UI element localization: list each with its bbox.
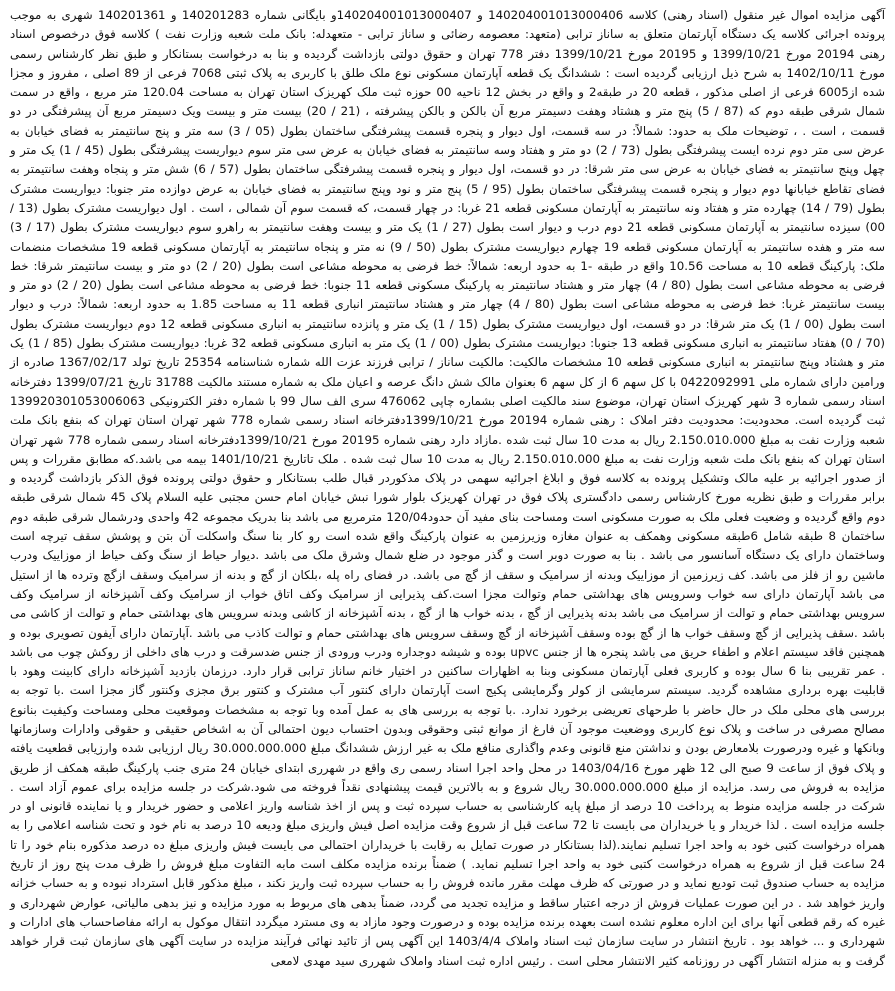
auction-notice-body: آگهی مزایده اموال غیر منقول (اسناد رهنی) کلاسه 140204001013000406 و 140204001013000407و بایگانی شماره 140201283 و 140201361 شهری به موجب پرونده اجرائی کلاسه یک دستگاه آپارتمان متعلق به ساناز ترابی (متعهد: معصومه رضائی و ساناز ترابی - متعهدله: بانک ملت شعبه وزارت نفت ) کلاسه فوق درخصوص اسناد رهنی 20194 مورخ 1399/10/21 و 20195 مورخ 1399/10/21 دفتر 778 تهران و حقوق دولتی بازداشت گردیده و بنا به درخواست بستانکار و طبق نظر کارشناس رسمی مورخ 1402/10/11 به شرح ذیل ارزیابی گردیده است : ششدانگ یک قطعه آپارتمان مسکونی نوع ملک طلق با کاربری به پلاک ثبتی 7068 فرعی از 89 اصلی ، مفروز و مجزا شده از6005 فرعی از اصلی مذکور ، قطعه 20 در طبقه2 و واقع در بخش 12 ناحیه 00 حوزه ثبت ملک کهریزک استان تهران به مساحت 120.04 متر مربع ، واقع در سمت شمال شرقی طبقه دوم که (87 / 5) پنج متر و هشتاد وهفت دسیمتر مربع آن بالکن و بالکن پیشرفته ، (21 / 20) بیست متر و بیست ویک دسیمتر مربع آن پیشرفتگی در دو قسمت ، است . ، توضیحات ملک به حدود: شمالاً: در سه قسمت، اول دیوار و پنجره قسمت پیشرفتگی ساختمان بطول (05 / 3) سه متر و پنج سانتیمتر به فضای خیابان به عرض سی متر دوم نرده ایست پیشرفتگی بطول (73 / 2) دو متر و هفتاد وسه سانتیمتر به فضای خیابان به عرض سی متر سوم دیواریست پیشرفتگی بطول (45 / 1) یک متر و چهل وپنج سانتیمتر به فضای خیابان به عرض سی متر شرقا: در دو قسمت، اول دیوار و پنجره قسمت پیشرفتگی ساختمان بطول (57 / 6) شش متر و پنجاه وهفت سانتیمتر به فضای تقاطع خیابانها دوم دیوار و پنجره قسمت پیشرفتگی ساختمان بطول (95 / 5) پنج متر و نود وپنج سانتیمتر به فضای خیابان به عرض دوازده متر جنوبا: دیواریست مشترک بطول (79 / 14) چهارده متر و هفتاد ونه سانتیمتر به آپارتمان مسکونی قطعه 21 غربا: در چهار قسمت، که قسمت سوم آن شمالی ، است . اول دیواریست مشترک بطول (13 / 00) سیزده سانتیمتر به آپارتمان مسکونی قطعه 21 دوم درب و دیوار است بطول (27 / 1) یک متر و بیست وهفت سانتیمتر به راهرو سوم دیواریست مشترک بطول (17 / 3) سه متر و هفده سانتیمتر به آپارتمان مسکونی قطعه 19 چهارم دیواریست مشترک بطول (50 / 9) نه متر و پنجاه سانتیمتر به آپارتمان مسکونی قطعه 19 مشخصات منضمات ملک: پارکینگ قطعه 10 به مساحت 10.56 واقع در طبقه -1 به حدود اربعه: شمالاً: خط فرضی به محوطه مشاعی است بطول (20 / 2) دو متر و بیست سانتیمتر شرقا: خط فرضی به محوطه مشاعی است بطول (80 / 4) چهار متر و هشتاد سانتیمتر به پارکینگ مسکونی قطعه 11 جنوبا: خط فرضی به محوطه مشاعی است بطول (20 / 2) دو متر و بیست سانتیمتر غربا: خط فرضی به محوطه مشاعی است بطول (80 / 4) چهار متر و هشتاد سانتیمتر انباری قطعه 11 به مساحت 1.85 به حدود اربعه: شمالاً: درب و دیوار است بطول (00 / 1) یک متر شرقا: در دو قسمت، اول دیواریست مشترک بطول (15 / 1) یک متر و پانزده سانتیمتر به انباری مسکونی قطعه 12 دوم دیواریست مشترک بطول (70 / 0) هفتاد سانتیمتر به انباری مسکونی قطعه 13 جنوبا: دیواریست مشترک بطول (00 / 1) یک متر به انباری مسکونی قطعه 32 غربا: دیواریست مشترک بطول (85 / 1) یک متر و هشتاد وپنج سانتیمتر به انباری مسکونی قطعه 10 مشخصات مالکیت: مالکیت ساناز / ترابی فرزند عزت الله شماره شناسنامه 25354 تاریخ تولد 1367/02/17 صادره از ورامین دارای شماره ملی 0422092991 با کل سهم 6 از کل سهم 6 بعنوان مالک شش دانگ عرصه و اعیان ملک به شماره مستند مالکیت 31788 تاریخ 1399/07/21 دفترخانه اسناد رسمی شماره 3 شهر کهریزک استان تهران، موضوع سند مالکیت اصلی بشماره چاپی 476062 سری الف سال 99 با شماره دفتر الکترونیکی 139920301053006063 ثبت گردیده است. محدودیت: محدودیت دفتر املاک : رهنی شماره 20194 مورخ 1399/10/21دفترخانه اسناد رسمی شماره 778 شهر تهران استان تهران که بنفع بانک ملت شعبه وزارت نفت به مبلغ 2.150.010.000 ریال به مدت 10 سال ثبت شده .مازاد دارد رهنی شماره 20195 مورخ 1399/10/21دفترخانه اسناد رسمی شماره 778 شهر تهران استان تهران که بنفع بانک ملت شعبه وزارت نفت به مبلغ 2.150.010.000 ریال به مدت 10 سال ثبت شده . ملک تاتاریخ 1401/10/21 بیمه می باشد.که مطابق مقررات و پس از صدور اجرائیه بر علیه مالک وتشکیل پرونده به کلاسه فوق و ابلاغ اجرائیه سهمی در پلاک مذکوردر قبال طلب بستانکار و حقوق دولتی پرونده فوق الذکر بازداشت گردیده و برابر مقررات و طبق نظریه مورخ کارشناس رسمی دادگستری پلاک فوق در تهران کهریزک بلوار شورا نبش خیابان امام حسن مجتبی علیه السلام پلاک 45 شمال شرقی طبقه دوم واقع گردیده و وضعیت فعلی ملک به صورت مسکونی است ومساحت بنای مفید آن حدود120/04 مترمربع می باشد بنا بدریک مجموعه 42 واحدی ودرشمال شرقی طبقه دوم ساختمان 8 طبقه شامل 6طبقه مسکونی وهمکف به عنوان مغازه وزیرزمین به عنوان پارکینگ واقع شده است رو کار بنا سنگ واسکلت آن بتن و پوشش سقف تیرچه است وساختمان دارای یک دستگاه آسانسور می باشد . بنا به صورت دوبر است و گذر موجود در ضلع شمال وشرق ملک می باشد .دیوار حیاط از سنگ وکف حیاط از موزاییک ودرب ماشین رو از فلز می باشد. کف زیرزمین از موزاییک وبدنه از سرامیک و سقف از گچ می باشد. در فضای راه پله ،بلکان از گچ و بدنه از سرامیک وسقف ازگچ وترده ها از استیل می باشد آپارتمان دارای سه خواب وسرویس های بهداشتی حمام وتوالت مجزا است.کف پذیرایی از سرامیک وکف اتاق خواب از سرامیک وکف آشپزخانه از سرامیک وکف سرویس بهداشتی حمام و توالت از سرامیک می باشد بدنه پذیرایی از گچ ، بدنه خواب ها از گچ ، بدنه آشپزخانه از کاشی وبدنه سرویس های بهداشتی حمام و توالت از کاشی می باشد .سقف پذیرایی از گچ وسقف خواب ها از گچ بوده وسقف آشپزخانه از گچ وسقف سرویس های بهداشتی حمام و توالت کاذب می باشد .آپارتمان دارای آیفون تصویری بوده و همچنین فاقد سیستم اعلام و اطفاء حریق می باشد پنجره ها از جنس upvc بوده و شیشه دوجداره ودرب ورودی از جنس ضدسرقت و درب های داخلی از روکش چوب می باشد . عمر تقریبی بنا 6 سال بوده و کاربری فعلی آپارتمان مسکونی وبنا به اظهارات ساکنین در اختیار خانم ساناز ترابی قرار دارد. درزمان بازدید آشپزخانه دارای کابینت وهود با قابلیت بهره برداری مشاهده گردید. سیستم سرمایشی از کولر وگرمایشی پکیج است آپارتمان دارای کنتور آب مشترک و کنتور برق مجزی وکنتور گاز مجزا است .با توجه به بررسی های محلی ملک در حال حاضر با طرحهای تعریضی برخورد ندارد. .با توجه به بررسی های به عمل آمده وبا توجه به مشخصات وموقعیت محلی ومساحت وکیفیت بنانوع مصالح مصرفی در ساخت و پلاک نوع کاربری ووضعیت موجود آن فارغ از موانع ثبتی وحقوقی وبدون احتساب دیون احتمالی آن به اشخاص حقیقی و حقوقی وادارات وسازمانها وبانکها و غیره ودرصورت بلامعارض بودن و نداشتن منع قانونی وعدم واگذاری منافع ملک به غیر ارزش ششدانگ مبلغ 30.000.000.000 ریال ارزیابی شده وارزیابی قطعیت یافته و پلاک فوق از ساعت 9 صبح الی 12 ظهر مورخ 1403/04/16 در محل واحد اجرا اسناد رسمی ری واقع در شهرری ابتدای خیابان 24 متری جنب پارکینگ طبقه همکف از طریق مزایده به فروش می رسد. مزایده از مبلغ 30.000.000.000 ریال شروع و به بالاترین قیمت پیشنهادی نقداً فروخته می شود.شرکت در جلسه مزایده برای عموم آزاد است . شرکت در جلسه مزایده منوط به پرداخت 10 درصد از مبلغ پایه کارشناسی به حساب سپرده ثبت و پس از اخذ شناسه واریز اعلامی و حضور خریدار و یا نماینده قانونی او در جلسه مزایده است . لذا خریدار و یا خریداران می بایست تا 72 ساعت قبل از شروع وقت مزایده اصل فیش واریزی مبلغ ودیعه 10 درصد به نام خود و تحت شناسه اعلامی را به همراه درخواست کتبی خود به واحد اجرا تسلیم نمایند.(لذا بستانکار در صورت تمایل به رقابت با خریداران احتمالی می بایست فیش واریزی مبلغ ده درصد مذکوره بنام خود را تا 24 ساعت قبل از شروع به همراه درخواست کتبی خود به واحد اجرا تسلیم نماید. ) ضمناً برنده مزایده مکلف است مابه التفاوت مبلغ فروش را ظرف مدت پنج روز از تاریخ مزایده به حساب صندوق ثبت تودیع نماید و در صورتی که ظرف مهلت مقرر مانده فروش را به حساب سپرده ثبت واریز نکند ، مبلغ مذکور قابل استرداد نبوده و به حساب خزانه واریز خواهد شد . در این صورت عملیات فروش از درجه اعتبار ساقط و مزایده تجدید می گردد، ضمناً بدهی های مربوط به مورد مزایده و نیز بدهی مالیاتی، عوارض شهرداری و غیره که رقم قطعی آنها برای این اداره معلوم نشده است بعهده برنده مزایده بوده و درصورت وجود مازاد به وی مسترد میگردد انتقال موکول به ارائه مفاصاحساب های ادارات و شهرداری و ... خواهد بود . تاریخ انتشار در سایت سازمان ثبت اسناد واملاک 1403/4/4 این آگهی پس از تائید نهائی فرآیند مزایده در سایت آگهی های سازمان ثبت قرار خواهد گرفت و به منزله انتشار آگهی در روزنامه کثیر الانتشار محلی است . رئیس اداره ثبت اسناد واملاک شهرری سید مهدی لامعی bbox=[10, 8, 886, 968]
